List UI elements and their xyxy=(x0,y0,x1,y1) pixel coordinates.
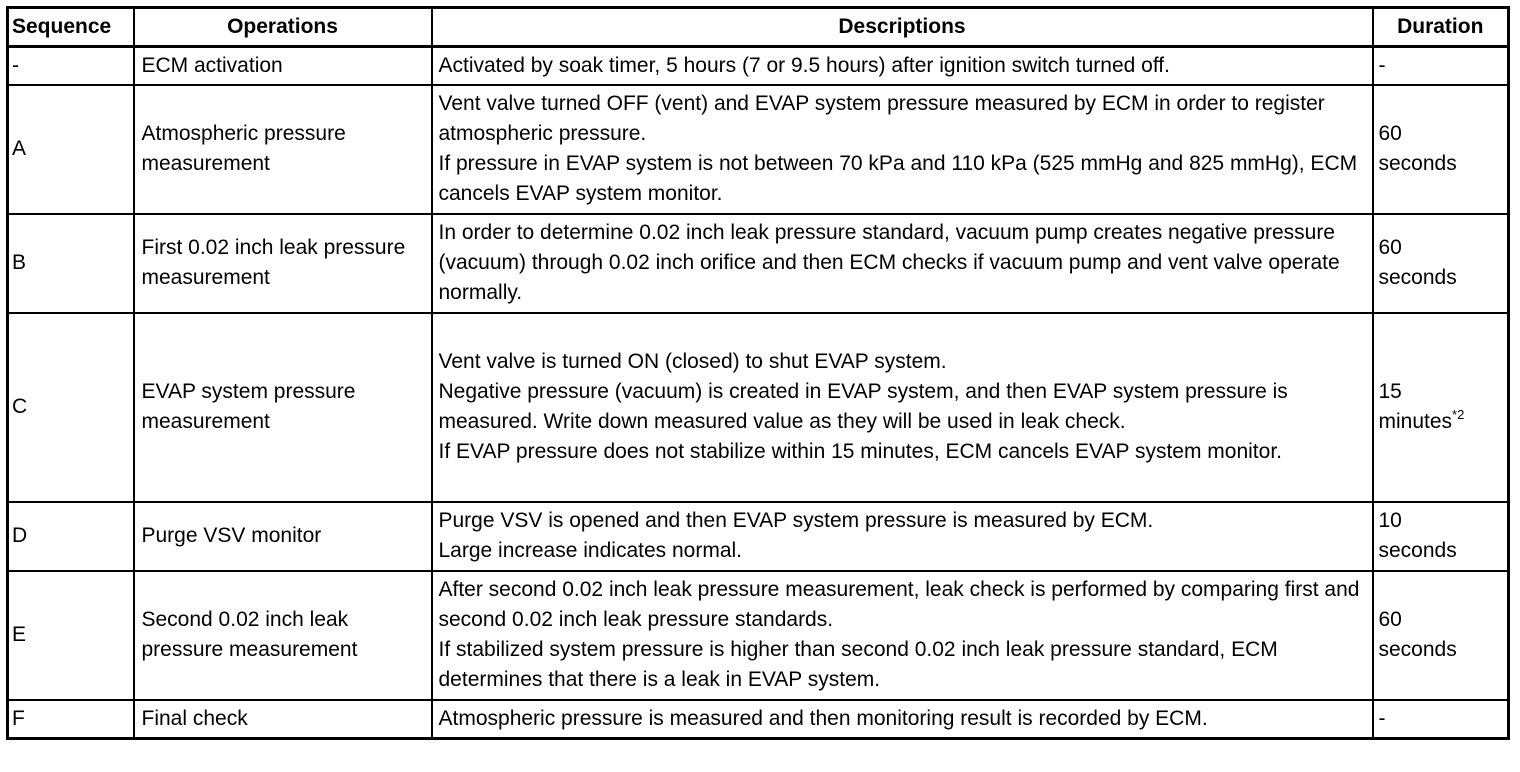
descriptions-cell xyxy=(432,85,1373,214)
duration-cell xyxy=(1373,700,1509,739)
description-paragraph: Large increase indicates normal. xyxy=(438,539,742,562)
evap-monitor-sequence-table xyxy=(6,6,1510,740)
duration-line xyxy=(1379,119,1503,149)
duration-text: 10 xyxy=(1378,509,1402,532)
descriptions-cell xyxy=(432,313,1373,502)
sequence-cell: F xyxy=(8,700,134,739)
duration-text: seconds xyxy=(1378,152,1457,175)
table-row xyxy=(8,214,1509,313)
duration-cell xyxy=(1373,47,1509,86)
table-row xyxy=(8,502,1509,571)
duration-cell xyxy=(1373,571,1509,700)
duration-cell xyxy=(1373,214,1509,313)
table-row xyxy=(8,700,1509,739)
description-paragraph: If pressure in EVAP system is not between 70 kPa and 110 kPa (525 mmHg and 825 mmHg), ECM cancels EVAP system monitor. xyxy=(438,152,1358,205)
description-paragraph: Vent valve is turned ON (closed) to shut EVAP system. xyxy=(438,350,947,373)
descriptions-cell xyxy=(432,571,1373,700)
operations-cell: EVAP system pressure measurement xyxy=(134,313,432,502)
duration-line xyxy=(1379,407,1503,437)
duration-line xyxy=(1379,233,1503,263)
sequence-cell: - xyxy=(8,47,134,86)
operations-cell: Atmospheric pressure measurement xyxy=(134,85,432,214)
duration-text: minutes xyxy=(1378,410,1453,433)
descriptions-cell xyxy=(432,214,1373,313)
operations-cell: First 0.02 inch leak pressure measurement xyxy=(134,214,432,313)
description-paragraph: Negative pressure (vacuum) is created in EVAP system, and then EVAP system pressure is measured. Write down measured value as they will be used in leak check. xyxy=(438,380,1288,433)
duration-line xyxy=(1379,263,1503,293)
sequence-cell: D xyxy=(8,502,134,571)
duration-text: 60 xyxy=(1378,608,1402,631)
duration-text: seconds xyxy=(1378,266,1457,289)
duration-text: 15 xyxy=(1378,380,1402,403)
sequence-cell: A xyxy=(8,85,134,214)
sequence-cell: B xyxy=(8,214,134,313)
duration-line xyxy=(1379,149,1503,179)
sequence-cell: E xyxy=(8,571,134,700)
description-paragraph: If EVAP pressure does not stabilize within 15 minutes, ECM cancels EVAP system monitor. xyxy=(438,440,1282,463)
duration-line xyxy=(1379,635,1503,665)
duration-line xyxy=(1379,506,1503,536)
header-descriptions: Descriptions xyxy=(432,8,1373,47)
duration-cell xyxy=(1373,502,1509,571)
description-paragraph: In order to determine 0.02 inch leak pressure standard, vacuum pump creates negative pressure (vacuum) through 0.02 inch orifice and then ECM checks if vacuum pump and vent valve operate normally. xyxy=(438,221,1340,304)
header-sequence: Sequence xyxy=(8,8,134,47)
duration-text: 60 xyxy=(1378,122,1402,145)
duration-line xyxy=(1379,605,1503,635)
description-paragraph: Activated by soak timer, 5 hours (7 or 9.5 hours) after ignition switch turned off. xyxy=(438,53,1170,77)
header-duration: Duration xyxy=(1373,8,1509,47)
descriptions-cell xyxy=(432,502,1373,571)
duration-text: 60 xyxy=(1378,236,1402,259)
table-header xyxy=(8,8,1509,47)
description-paragraph: Atmospheric pressure is measured and then monitoring result is recorded by ECM. xyxy=(438,706,1208,730)
duration-line xyxy=(1379,51,1503,81)
table-row xyxy=(8,571,1509,700)
table-row xyxy=(8,47,1509,86)
operations-cell: ECM activation xyxy=(134,47,432,86)
table-row xyxy=(8,313,1509,502)
duration-text: seconds xyxy=(1378,539,1457,562)
header-row xyxy=(8,8,1509,47)
duration-line xyxy=(1379,704,1503,734)
description-paragraph: Vent valve turned OFF (vent) and EVAP system pressure measured by ECM in order to register atmospheric pressure. xyxy=(438,92,1325,145)
operations-cell: Final check xyxy=(134,700,432,739)
descriptions-cell xyxy=(432,700,1373,739)
duration-line xyxy=(1379,377,1503,407)
table-body xyxy=(8,47,1509,739)
duration-text: seconds xyxy=(1378,638,1457,661)
table-row xyxy=(8,85,1509,214)
description-paragraph: Purge VSV is opened and then EVAP system pressure is measured by ECM. xyxy=(438,509,1154,532)
duration-cell xyxy=(1373,313,1509,502)
footnote-marker: *2 xyxy=(1452,407,1465,422)
description-paragraph: After second 0.02 inch leak pressure measurement, leak check is performed by comparing first and second 0.02 inch leak pressure standards. xyxy=(438,578,1360,631)
header-operations: Operations xyxy=(134,8,432,47)
duration-line xyxy=(1379,536,1503,566)
sequence-cell: C xyxy=(8,313,134,502)
operations-cell: Purge VSV monitor xyxy=(134,502,432,571)
description-paragraph: If stabilized system pressure is higher than second 0.02 inch leak pressure standard, ECM determines that there is a leak in EVAP system. xyxy=(438,638,1278,691)
duration-text: - xyxy=(1378,53,1386,77)
descriptions-cell xyxy=(432,47,1373,86)
operations-cell: Second 0.02 inch leak pressure measurement xyxy=(134,571,432,700)
duration-cell xyxy=(1373,85,1509,214)
document-page xyxy=(6,6,1510,740)
duration-text: - xyxy=(1378,706,1386,730)
